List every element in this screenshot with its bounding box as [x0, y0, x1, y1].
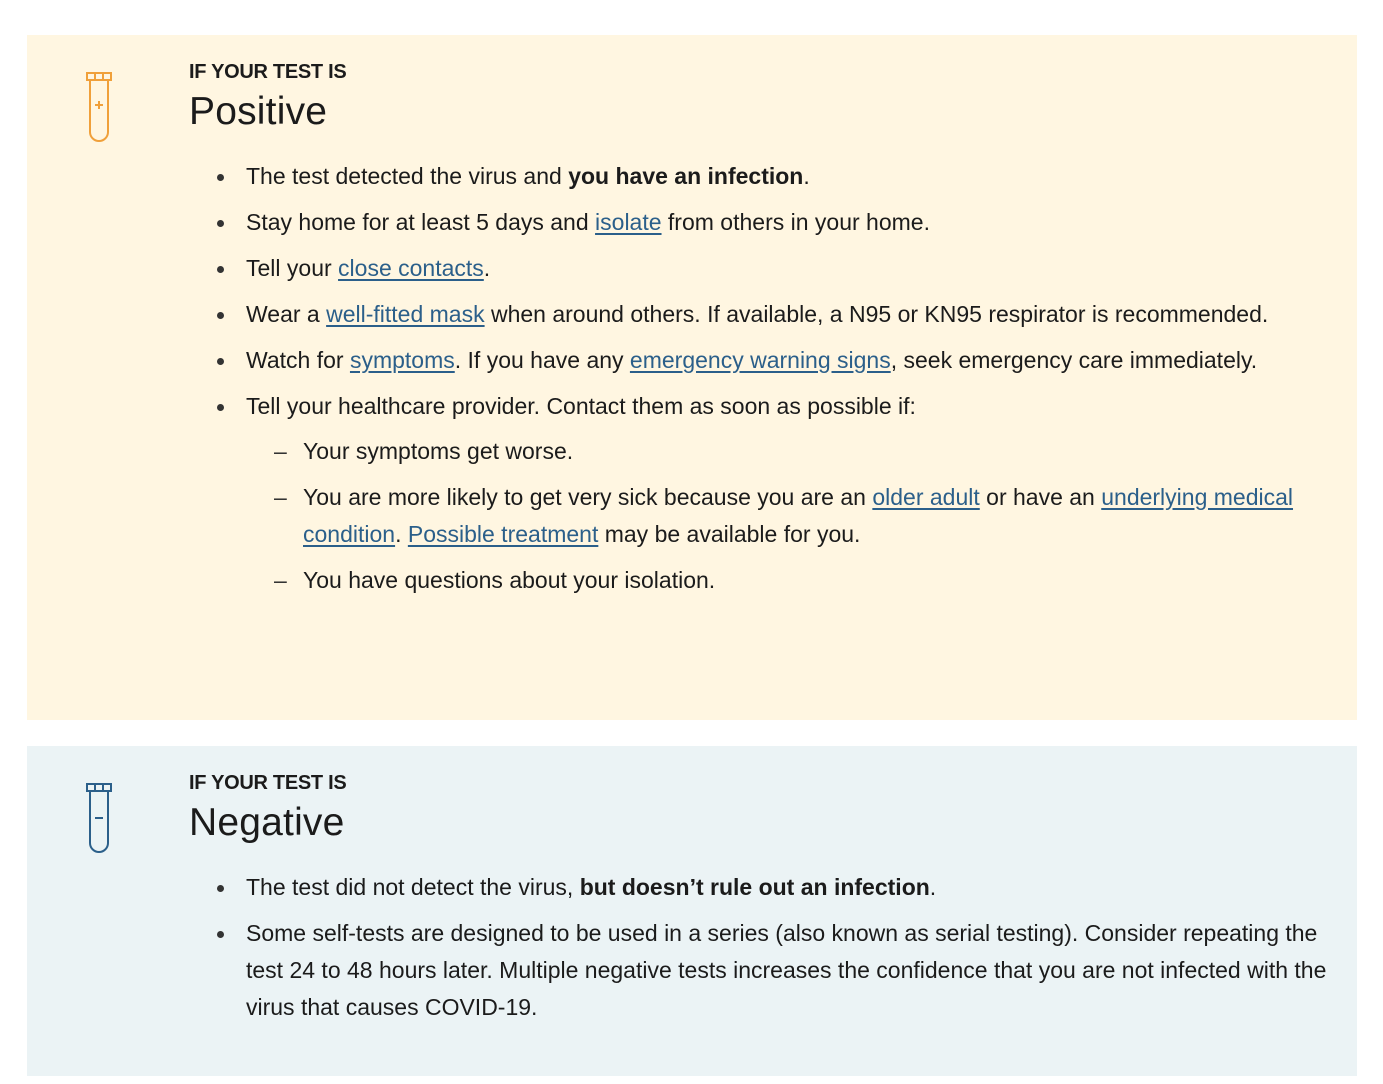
sub-list-item: – You have questions about your isolation. [246, 562, 1327, 599]
positive-guidance-list [189, 158, 1327, 599]
card-title: Negative [189, 801, 345, 844]
underlying-medical-condition-link[interactable]: underlying medical condition [303, 484, 1294, 547]
negative-guidance-list [189, 869, 1327, 1026]
test-tube-plus-icon [85, 71, 113, 143]
sub-list-item: – Your symptoms get worse. [246, 433, 1327, 470]
close-contacts-link[interactable]: close contacts [338, 255, 484, 281]
card-kicker: IF YOUR TEST IS [189, 772, 347, 794]
list-item: Tell your close contacts. [189, 250, 1327, 287]
list-item: Some self-tests are designed to be used in a series (also known as serial testing). Consider repeating the test 24 to 48 hours later. Multiple negative tests increases the confidence that you are not infected with the virus that causes COVID-19. [189, 915, 1327, 1026]
list-item: Watch for symptoms. If you have any emergency warning signs, seek emergency care immediately. [189, 342, 1327, 379]
sub-list-item: – You are more likely to get very sick because you are an older adult or have an underlying medical condition. Possible treatment may be available for you. [246, 479, 1327, 553]
list-item: The test detected the virus and you have an infection. [189, 158, 1327, 195]
test-tube-minus-icon [85, 782, 113, 854]
list-item: Tell your healthcare provider. Contact them as soon as possible if: – Your symptoms get worse. – You are more likely to get very sick because you are an older adult or have an underlying medical condition. Possible treatment may be available for you. – You have questions about your isolation. [189, 388, 1327, 599]
list-item: The test did not detect the virus, but doesn’t rule out an infection. [189, 869, 1327, 906]
card-kicker: IF YOUR TEST IS [189, 61, 347, 83]
provider-contact-sublist [246, 433, 1327, 599]
well-fitted-mask-link[interactable]: well-fitted mask [326, 301, 485, 327]
negative-result-card [27, 746, 1357, 1076]
symptoms-link[interactable]: symptoms [349, 347, 455, 373]
positive-result-card [27, 35, 1357, 720]
isolate-link[interactable]: isolate [595, 209, 662, 235]
list-item: Stay home for at least 5 days and isolate from others in your home. [189, 204, 1327, 241]
emergency-warning-signs-link[interactable]: emergency warning signs [629, 347, 891, 373]
list-item: Wear a well-fitted mask when around others. If available, a N95 or KN95 respirator is recommended. [189, 296, 1327, 333]
older-adult-link[interactable]: older adult [872, 484, 980, 510]
possible-treatment-link[interactable]: Possible treatment [407, 521, 599, 547]
card-title: Positive [189, 90, 328, 133]
